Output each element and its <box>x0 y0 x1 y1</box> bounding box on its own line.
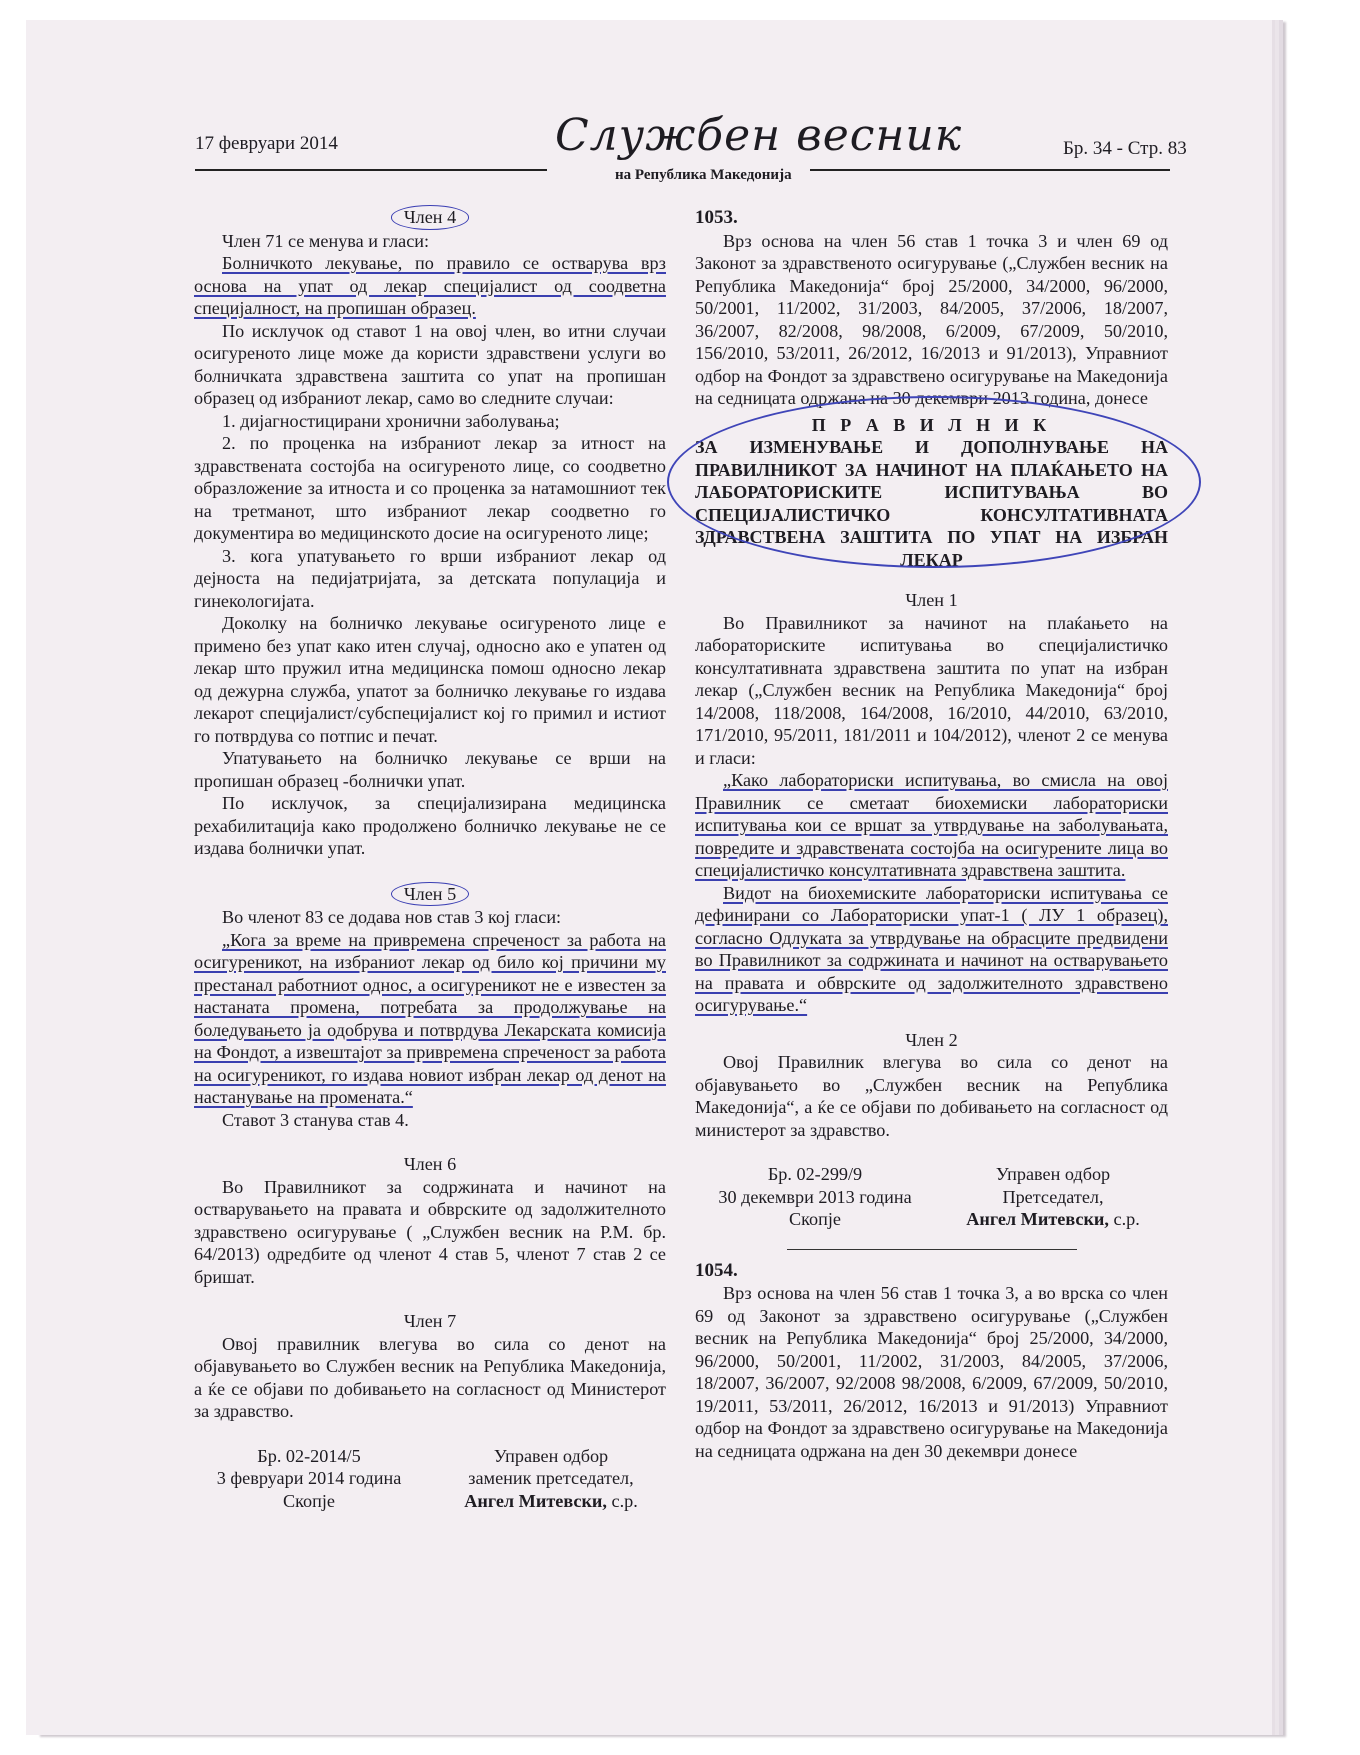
item-number-1053: 1053. <box>695 207 738 228</box>
article-7-heading: Член 7 <box>403 1311 457 1331</box>
paragraph: По исклучок од ставот 1 на овој член, во итни случаи осигуреното лице може да користи здравствени услуги во болничката здравствена заштита со упат на пропишан образец од избраниот лекар, само во следните случаи: <box>194 320 666 408</box>
header-date: 17 февруари 2014 <box>195 133 338 154</box>
paragraph: Болничкото лекување, по правило се остварува врз основа на упат од лекар специјалист од соодветна специјалност, на пропишан образец. <box>194 253 666 318</box>
header-issue-page: Бр. 34 - Стр. 83 <box>1063 138 1187 159</box>
section-divider <box>787 1249 1077 1250</box>
paragraph: Овој правилник влегува во сила со денот на објавувањето во Службен весник на Република Македонија, а ќе се објави по добивањето на согласност од Министерот за здравство. <box>194 1333 666 1421</box>
article-1-heading: Член 1 <box>905 590 958 610</box>
signature-place: Скопје <box>283 1490 335 1511</box>
journal-logo: Службен весник <box>555 110 962 161</box>
paragraph: Упатувањето на болничко лекување се врши на пропишан образец -болнички упат. <box>194 748 666 791</box>
list-item: 2. по проценка на избраниот лекар за итност на здравствената состојба на осигуреното лице, со соодветно образложение за итноста и со проценка за натамошниот тек на третманот, што избраниот лекар соодветно го документира во медицинското досие на осигуреното лице; <box>194 433 666 543</box>
header-rule-left <box>195 169 547 171</box>
article-4-heading: Член 4 <box>194 205 666 230</box>
item-number-1054: 1054. <box>695 1259 738 1281</box>
paragraph: Во Правилникот за начинот на плаќањето на лабораториските испитувања во специјалистичко консултативната здравствена заштита по упат на избран лекар („Службен весник на Република Македонија“ број 14/2008, 118/2008, 164/2008, 16/2010, 44/2010, 63/2010, 171/2010, 95/2011, 181/2011 и 104/2012), членот 2 се менува и гласи: <box>695 612 1168 768</box>
quoted-paragraph: „Како лабораториски испитувања, во смисла на овој Правилник се сметаат биохемиски лабораториски испитувања кои се вршат за утврдување на заболувањата, повредите и здравствената состојба на осигурените лица во специјалистичко консултативната здравствена заштита. <box>695 770 1168 880</box>
signatory-name: Ангел Митевски, с.р. <box>966 1209 1140 1229</box>
pen-circle-annotation <box>667 396 1201 568</box>
signature-block <box>695 1163 1168 1231</box>
reference-number: Бр. 02-299/9 <box>767 1164 863 1184</box>
signatory-name: Ангел Митевски, с.р. <box>464 1490 638 1511</box>
title-line-2: ЗА ИЗМЕНУВАЊЕ И ДОПОЛНУВАЊЕ НА ПРАВИЛНИКОТ ЗА НАЧИНОТ НА ПЛАЌАЊЕТО НА ЛАБОРАТОРИСКИТЕ ИСПИТУВАЊА ВО СПЕЦИЈАЛИСТИЧКО КОНСУЛТАТИВНАТА ЗДРАВСТВЕНА ЗАШТИТА ПО УПАТ НА ИЗБРАН ЛЕКАР <box>695 437 1168 570</box>
paragraph: Член 71 се менува и гласи: <box>222 230 430 251</box>
header-rule-right <box>810 169 1170 171</box>
quoted-paragraph: „Кога за време на привремена спреченост за работа на осигуреникот, на избраниот лекар од било кој причини му престанал работниот однос, а осигуреникот не е известен за настаната промена, потребата за продолжување на боледувањето ја одобрува и потврдува Лекарската комисија на Фондот, а извештајот за привремена спреченост за работа на осигуреникот, го издава новиот избран лекар од денот на настанување на промената.“ <box>194 929 666 1107</box>
article-6-heading: Член 6 <box>403 1154 457 1174</box>
paragraph: Видот на биохемиските лабораториски испитувања се дефинирани со Лабораториски упат-1 ( ЛУ 1 образец), согласно Одлуката за утврдување на обрасците предвидени во Правилникот за содржината и начинот на остварувањето на правата и обврските од задолжителното здравствено осигурување.“ <box>695 882 1168 1015</box>
signatory-organ: Управен одбор <box>995 1164 1111 1184</box>
paragraph: Во членот 83 се додава нов став 3 кој гласи: <box>222 907 562 927</box>
signatory-role: заменик претседател, <box>468 1468 634 1488</box>
paragraph: Ставот 3 станува став 4. <box>222 1109 409 1130</box>
signature-date: 3 февруари 2014 година <box>216 1468 402 1488</box>
list-item: 1. дијагностицирани хронични заболувања; <box>222 410 560 431</box>
article-5-heading: Член 5 <box>194 882 666 907</box>
right-column <box>695 205 1168 1462</box>
signature-date: 30 декември 2013 година <box>718 1186 912 1207</box>
paragraph: По исклучок, за специјализирана медицинска рехабилитација како продолжено болничко лекување не се издава болнички упат. <box>194 793 666 858</box>
signature-place: Скопје <box>789 1209 841 1229</box>
signatory-role: Претседател, <box>1002 1186 1104 1207</box>
journal-logo-subtitle: на Република Македонија <box>615 167 792 183</box>
title-line-1: П Р А В И Л Н И К <box>811 414 1052 435</box>
paragraph: Овој Правилник влегува во сила со денот на објавувањето во „Службен весник на Република Македонија“, а ќе се објави по добивањето на согласност од министерот за здравство. <box>695 1052 1168 1140</box>
article-2-heading: Член 2 <box>905 1029 958 1050</box>
signatory-organ: Управен одбор <box>493 1445 609 1466</box>
paragraph: Врз основа на член 56 став 1 точка 3 и член 69 од Законот за здравственото осигурување („Службен весник на Република Македонија“ број 25/2000, 34/2000, 96/2000, 50/2001, 11/2002, 31/2003, 84/2005, 37/2006, 18/2007, 36/2007, 82/2008, 98/2008, 6/2009, 67/2009, 50/2010, 156/2010, 53/2011, 26/2012, 16/2013 и 91/2013), Управниот одбор на Фондот за здравствено осигурување на Македонија на седницата одржана на 30 декември 2013 година, донесе <box>695 230 1168 408</box>
paragraph: Во Правилникот за содржината и начинот на остварувањето на правата и обврските од задолжителното здравствено осигурување ( „Службен весник на Р.М. бр. 64/2013) одредбите од членот 4 став 5, членот 7 став 2 се бришат. <box>194 1176 666 1287</box>
signature-block <box>194 1445 666 1513</box>
reference-number: Бр. 02-2014/5 <box>257 1445 361 1466</box>
paragraph: Доколку на болничко лекување осигуреното лице е примено без упат како итен случај, односно ако е упатен од лекар што пружил итна медицинска помош односно лекар од дежурна служба, упатот за болничко лекување го издава лекарот специјалист/субспецијалист кој го примил и истиот го потврдува со потпис и печат. <box>194 613 666 746</box>
paragraph: Врз основа на член 56 став 1 точка 3, а во врска со член 69 од Законот за здравствено осигурување („Службен весник на Република Македонија“ број 25/2000, 34/2000, 96/2000, 50/2001, 11/2002, 31/2003, 84/2005, 37/2006, 18/2007, 36/2007, 92/2008 98/2008, 6/2009, 67/2009, 50/2010, 19/2011, 53/2011, 26/2012, 16/2013 и 91/2013) Управниот одбор на Фондот за здравствено осигурување на Македонија на седницата одржана на ден 30 декември донесе <box>695 1283 1168 1461</box>
regulation-title <box>695 414 1168 572</box>
left-column <box>194 205 666 1512</box>
list-item: 3. кога упатувањето го врши избраниот лекар од дејноста на педијатријата, за детската популација и гинекологијата. <box>194 545 666 611</box>
